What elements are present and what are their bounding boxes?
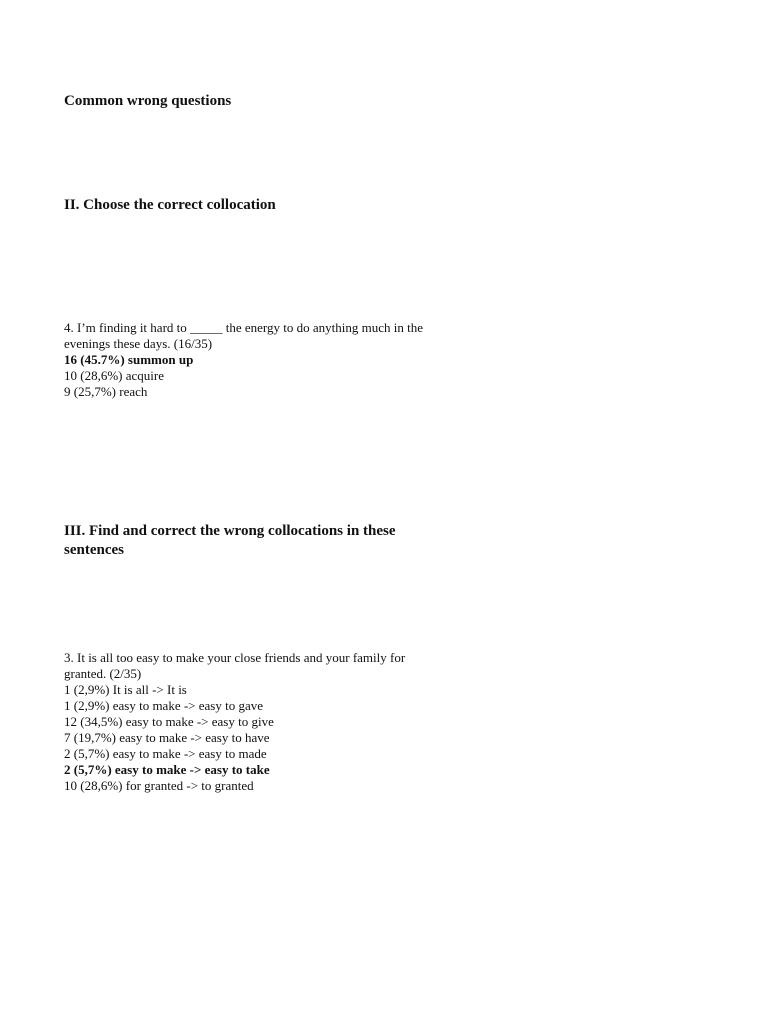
answer-option: 2 (5,7%) easy to make -> easy to made xyxy=(64,746,267,761)
question-stem: 3. It is all too easy to make your close friends and your family for granted. (2/35) xyxy=(64,650,406,681)
answer-option: 7 (19,7%) easy to make -> easy to have xyxy=(64,730,270,745)
answer-option: 10 (28,6%) for granted -> to granted xyxy=(64,778,254,793)
document-title: Common wrong questions xyxy=(64,93,232,109)
section-heading-ii: II. Choose the correct collocation xyxy=(64,197,276,213)
answer-option: 10 (28,6%) acquire xyxy=(64,368,164,383)
question-3 xyxy=(64,650,434,794)
section-heading-iii: III. Find and correct the wrong collocations in these sentences xyxy=(64,523,396,558)
answer-option: 12 (34,5%) easy to make -> easy to give xyxy=(64,714,274,729)
answer-option: 1 (2,9%) easy to make -> easy to gave xyxy=(64,698,264,713)
answer-correct: 16 (45.7%) summon up xyxy=(64,352,194,367)
answer-option: 1 (2,9%) It is all -> It is xyxy=(64,682,187,697)
question-4 xyxy=(64,320,434,400)
answer-option: 9 (25,7%) reach xyxy=(64,384,148,399)
answer-correct: 2 (5,7%) easy to make -> easy to take xyxy=(64,762,270,777)
question-stem: 4. I’m finding it hard to _____ the energy to do anything much in the evenings these days. (16/35) xyxy=(64,320,424,351)
